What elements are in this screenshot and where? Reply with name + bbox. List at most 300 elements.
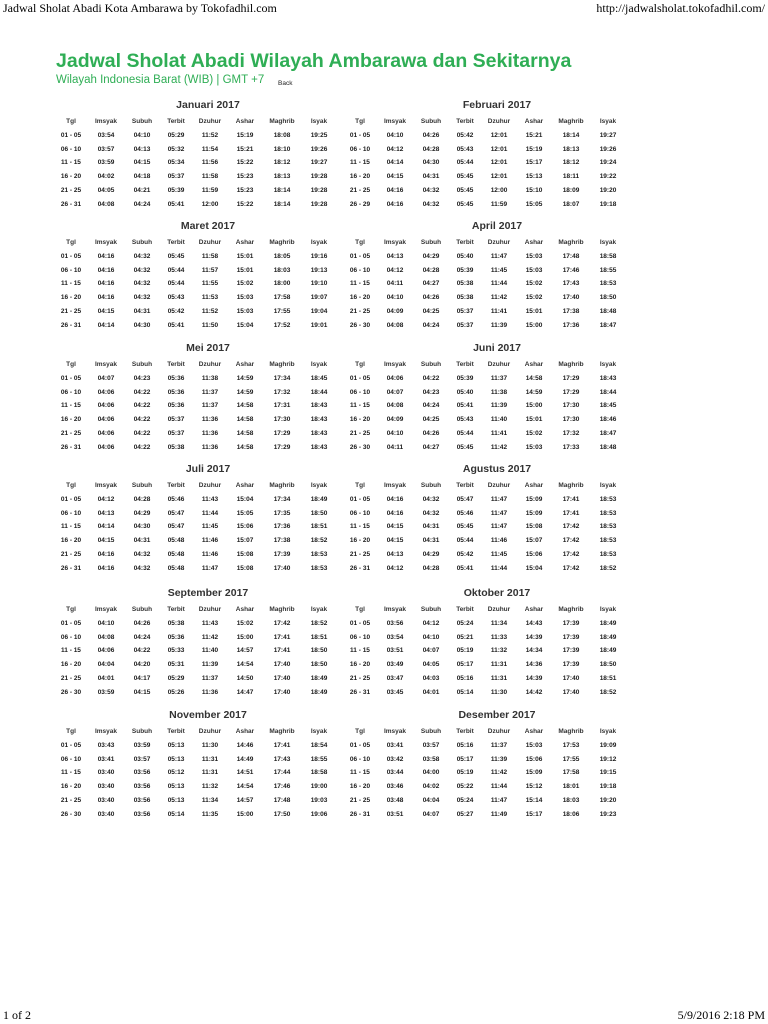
table-row <box>343 658 625 672</box>
time-cell: 11:47 <box>201 564 219 572</box>
table-row <box>54 780 336 794</box>
page-count: 1 of 2 <box>3 1008 31 1022</box>
time-cell: 05:47 <box>167 509 185 517</box>
date-range-cell: 06 - 10 <box>60 633 82 641</box>
time-cell: 11:43 <box>201 495 219 503</box>
column-header: Ashar <box>235 239 255 246</box>
table-row <box>54 170 336 184</box>
time-cell: 17:41 <box>273 741 291 749</box>
time-cell: 03:49 <box>386 661 404 669</box>
column-header: Maghrib <box>558 239 584 246</box>
time-cell: 05:48 <box>167 537 185 545</box>
print-footer <box>0 1008 768 1024</box>
time-cell: 18:55 <box>310 755 328 763</box>
time-cell: 04:16 <box>97 564 115 572</box>
time-cell: 15:07 <box>236 537 254 545</box>
time-cell: 18:47 <box>599 321 617 329</box>
time-cell: 04:29 <box>133 509 151 517</box>
column-header: Ashar <box>524 118 544 125</box>
prayer-times-table <box>54 725 336 822</box>
table-row <box>343 534 625 548</box>
time-cell: 03:51 <box>386 647 404 655</box>
time-cell: 18:43 <box>310 443 328 451</box>
date-range-cell: 21 - 25 <box>60 307 82 315</box>
date-range-cell: 01 - 05 <box>349 741 371 749</box>
time-cell: 19:06 <box>310 810 328 818</box>
month-title: April 2017 <box>471 220 523 232</box>
column-header: Maghrib <box>269 606 295 613</box>
column-header: Ashar <box>524 728 544 735</box>
time-cell: 18:49 <box>310 674 328 682</box>
time-cell: 04:06 <box>97 647 115 655</box>
table-row <box>54 156 336 170</box>
time-cell: 04:29 <box>422 550 440 558</box>
date-range-cell: 21 - 25 <box>60 674 82 682</box>
month-block <box>54 98 344 212</box>
time-cell: 11:42 <box>490 769 508 777</box>
time-cell: 11:52 <box>201 307 219 315</box>
time-cell: 03:59 <box>97 159 115 167</box>
date-range-cell: 16 - 20 <box>349 783 371 791</box>
time-cell: 11:32 <box>490 647 508 655</box>
time-cell: 19:23 <box>599 810 617 818</box>
time-cell: 11:45 <box>201 523 219 531</box>
table-row <box>54 672 336 686</box>
time-cell: 05:13 <box>167 741 185 749</box>
date-range-cell: 21 - 25 <box>349 186 371 194</box>
time-cell: 04:00 <box>422 769 440 777</box>
date-range-cell: 16 - 20 <box>60 173 82 181</box>
time-cell: 11:45 <box>490 266 508 274</box>
time-cell: 05:32 <box>167 145 185 153</box>
time-cell: 04:02 <box>422 783 440 791</box>
date-range-cell: 26 - 31 <box>60 200 82 208</box>
table-row <box>343 386 625 400</box>
time-cell: 05:48 <box>167 564 185 572</box>
column-header: Imsyak <box>94 728 118 735</box>
time-cell: 15:22 <box>236 200 254 208</box>
time-cell: 04:14 <box>97 523 115 531</box>
time-cell: 11:39 <box>490 402 508 410</box>
time-cell: 05:37 <box>456 321 474 329</box>
time-cell: 17:55 <box>273 307 291 315</box>
time-cell: 18:11 <box>562 173 580 181</box>
month-title: Juni 2017 <box>473 342 521 354</box>
column-header: Ashar <box>235 728 255 735</box>
table-header-row <box>343 358 625 372</box>
time-cell: 17:40 <box>273 564 291 572</box>
time-cell: 15:21 <box>525 131 543 139</box>
time-cell: 05:14 <box>167 810 185 818</box>
time-cell: 18:43 <box>310 429 328 437</box>
time-cell: 11:47 <box>490 509 508 517</box>
time-cell: 11:41 <box>490 429 508 437</box>
time-cell: 04:32 <box>133 550 151 558</box>
time-cell: 04:07 <box>386 388 404 396</box>
time-cell: 05:34 <box>167 159 185 167</box>
time-cell: 15:17 <box>525 159 543 167</box>
date-range-cell: 21 - 25 <box>349 674 371 682</box>
time-cell: 14:57 <box>236 796 254 804</box>
table-row <box>54 644 336 658</box>
table-header-row <box>54 725 336 739</box>
time-cell: 19:25 <box>310 131 328 139</box>
date-range-cell: 16 - 20 <box>349 537 371 545</box>
time-cell: 05:21 <box>456 633 474 641</box>
time-cell: 04:04 <box>97 661 115 669</box>
time-cell: 11:39 <box>490 321 508 329</box>
time-cell: 05:36 <box>167 388 185 396</box>
column-header: Imsyak <box>383 361 407 368</box>
time-cell: 17:50 <box>273 810 291 818</box>
column-header: Tgl <box>66 482 76 489</box>
time-cell: 04:24 <box>133 633 151 641</box>
table-row <box>343 766 625 780</box>
time-cell: 05:46 <box>456 509 474 517</box>
column-header: Isyak <box>310 606 328 613</box>
time-cell: 15:00 <box>236 633 254 641</box>
time-cell: 05:16 <box>456 674 474 682</box>
time-cell: 04:16 <box>97 280 115 288</box>
table-row <box>54 658 336 672</box>
time-cell: 05:48 <box>167 550 185 558</box>
month-block <box>343 462 633 576</box>
column-header: Dzuhur <box>487 361 511 368</box>
time-cell: 18:53 <box>599 523 617 531</box>
table-row <box>343 319 625 333</box>
time-cell: 11:59 <box>490 200 508 208</box>
date-range-cell: 06 - 10 <box>349 509 371 517</box>
date-range-cell: 01 - 05 <box>349 619 371 627</box>
time-cell: 15:01 <box>236 252 254 260</box>
column-header: Subuh <box>420 239 442 246</box>
column-header: Maghrib <box>558 728 584 735</box>
print-header-url: http://jadwalsholat.tokofadhil.com/ <box>596 1 765 15</box>
month-block <box>54 462 344 576</box>
table-row <box>343 562 625 576</box>
column-header: Dzuhur <box>198 239 222 246</box>
time-cell: 17:39 <box>562 661 580 669</box>
time-cell: 18:55 <box>599 266 617 274</box>
time-cell: 17:42 <box>562 523 580 531</box>
time-cell: 14:46 <box>236 741 254 749</box>
time-cell: 11:47 <box>490 796 508 804</box>
time-cell: 19:28 <box>310 200 328 208</box>
date-range-cell: 06 - 10 <box>60 755 82 763</box>
time-cell: 04:05 <box>97 186 115 194</box>
time-cell: 11:40 <box>490 416 508 424</box>
time-cell: 19:18 <box>599 200 617 208</box>
time-cell: 18:48 <box>599 443 617 451</box>
date-range-cell: 01 - 05 <box>60 619 82 627</box>
time-cell: 17:31 <box>273 402 291 410</box>
table-row <box>54 520 336 534</box>
time-cell: 18:14 <box>273 186 291 194</box>
time-cell: 15:19 <box>525 145 543 153</box>
time-cell: 17:32 <box>562 429 580 437</box>
prayer-times-table <box>343 115 625 212</box>
month-title: Januari 2017 <box>176 99 240 111</box>
time-cell: 05:45 <box>167 252 185 260</box>
column-header: Tgl <box>66 361 76 368</box>
date-range-cell: 26 - 30 <box>349 443 371 451</box>
time-cell: 18:44 <box>310 388 328 396</box>
time-cell: 03:41 <box>386 741 404 749</box>
table-row <box>54 808 336 822</box>
time-cell: 11:44 <box>490 280 508 288</box>
date-range-cell: 01 - 05 <box>60 252 82 260</box>
time-cell: 04:15 <box>97 537 115 545</box>
time-cell: 04:12 <box>422 619 440 627</box>
date-range-cell: 06 - 10 <box>349 266 371 274</box>
time-cell: 05:41 <box>456 402 474 410</box>
time-cell: 03:59 <box>97 688 115 696</box>
column-header: Imsyak <box>94 482 118 489</box>
time-cell: 18:45 <box>599 402 617 410</box>
time-cell: 15:02 <box>525 280 543 288</box>
time-cell: 15:02 <box>525 429 543 437</box>
date-range-cell: 16 - 20 <box>349 294 371 302</box>
month-block <box>343 586 633 700</box>
date-range-cell: 16 - 20 <box>60 537 82 545</box>
time-cell: 19:03 <box>310 796 328 804</box>
time-cell: 19:18 <box>599 783 617 791</box>
time-cell: 04:15 <box>133 159 151 167</box>
column-header: Terbit <box>167 482 185 489</box>
month-title: Juli 2017 <box>185 463 231 475</box>
time-cell: 04:15 <box>386 537 404 545</box>
column-header: Terbit <box>456 606 474 613</box>
time-cell: 14:34 <box>525 647 543 655</box>
table-header-row <box>54 236 336 250</box>
date-range-cell: 11 - 15 <box>61 769 81 777</box>
time-cell: 05:39 <box>456 266 474 274</box>
time-cell: 18:43 <box>599 374 617 382</box>
date-range-cell: 26 - 31 <box>60 321 82 329</box>
column-header: Isyak <box>310 239 328 246</box>
date-range-cell: 06 - 10 <box>349 388 371 396</box>
column-header: Maghrib <box>269 118 295 125</box>
time-cell: 03:58 <box>422 755 440 763</box>
time-cell: 11:46 <box>201 550 219 558</box>
time-cell: 18:47 <box>599 429 617 437</box>
time-cell: 11:36 <box>201 429 219 437</box>
back-link[interactable]: Back <box>278 80 293 87</box>
table-row <box>54 766 336 780</box>
column-header: Tgl <box>355 239 365 246</box>
column-header: Isyak <box>599 482 617 489</box>
time-cell: 05:19 <box>456 647 474 655</box>
date-range-cell: 26 - 30 <box>60 810 82 818</box>
time-cell: 11:42 <box>490 294 508 302</box>
table-row <box>343 644 625 658</box>
date-range-cell: 16 - 20 <box>349 661 371 669</box>
time-cell: 11:37 <box>201 674 219 682</box>
time-cell: 15:04 <box>236 495 254 503</box>
table-header-row <box>343 115 625 129</box>
time-cell: 18:52 <box>599 564 617 572</box>
time-cell: 11:35 <box>201 810 219 818</box>
column-header: Maghrib <box>558 118 584 125</box>
time-cell: 05:16 <box>456 741 474 749</box>
date-range-cell: 26 - 31 <box>60 564 82 572</box>
time-cell: 17:42 <box>562 537 580 545</box>
time-cell: 17:29 <box>273 443 291 451</box>
time-cell: 18:07 <box>562 200 580 208</box>
table-row <box>54 413 336 427</box>
time-cell: 18:54 <box>310 741 328 749</box>
time-cell: 18:50 <box>599 661 617 669</box>
time-cell: 04:06 <box>97 388 115 396</box>
time-cell: 18:49 <box>599 647 617 655</box>
prayer-times-table <box>343 725 625 822</box>
table-row <box>54 198 336 212</box>
time-cell: 05:37 <box>167 416 185 424</box>
time-cell: 15:06 <box>236 523 254 531</box>
table-row <box>54 129 336 143</box>
time-cell: 05:40 <box>456 252 474 260</box>
time-cell: 19:00 <box>310 783 328 791</box>
time-cell: 15:23 <box>236 186 254 194</box>
column-header: Ashar <box>235 606 255 613</box>
column-header: Dzuhur <box>198 606 222 613</box>
time-cell: 14:58 <box>236 416 254 424</box>
time-cell: 05:13 <box>167 796 185 804</box>
time-cell: 15:00 <box>525 402 543 410</box>
column-header: Ashar <box>524 606 544 613</box>
time-cell: 17:36 <box>562 321 580 329</box>
column-header: Ashar <box>235 482 255 489</box>
time-cell: 05:17 <box>456 755 474 763</box>
time-cell: 18:08 <box>273 131 291 139</box>
time-cell: 14:36 <box>525 661 543 669</box>
prayer-times-table <box>54 236 336 333</box>
column-header: Imsyak <box>383 482 407 489</box>
time-cell: 14:58 <box>236 402 254 410</box>
month-title: Februari 2017 <box>462 99 532 111</box>
column-header: Terbit <box>456 239 474 246</box>
time-cell: 18:12 <box>562 159 580 167</box>
column-header: Imsyak <box>94 606 118 613</box>
prayer-times-table <box>54 603 336 700</box>
time-cell: 14:49 <box>236 755 254 763</box>
time-cell: 04:28 <box>422 266 440 274</box>
time-cell: 15:08 <box>236 564 254 572</box>
date-range-cell: 11 - 15 <box>61 402 81 410</box>
date-range-cell: 01 - 05 <box>349 131 371 139</box>
column-header: Tgl <box>66 118 76 125</box>
time-cell: 11:30 <box>490 688 508 696</box>
date-range-cell: 01 - 05 <box>349 374 371 382</box>
time-cell: 15:03 <box>236 294 254 302</box>
time-cell: 18:09 <box>562 186 580 194</box>
time-cell: 05:38 <box>456 294 474 302</box>
time-cell: 11:36 <box>201 443 219 451</box>
time-cell: 03:54 <box>386 633 404 641</box>
date-range-cell: 11 - 15 <box>61 159 81 167</box>
time-cell: 04:24 <box>422 321 440 329</box>
time-cell: 18:49 <box>599 633 617 641</box>
column-header: Isyak <box>599 361 617 368</box>
time-cell: 04:32 <box>133 294 151 302</box>
time-cell: 18:49 <box>599 619 617 627</box>
column-header: Subuh <box>131 482 153 489</box>
table-row <box>343 250 625 264</box>
time-cell: 17:46 <box>562 266 580 274</box>
time-cell: 05:13 <box>167 783 185 791</box>
date-range-cell: 16 - 20 <box>60 783 82 791</box>
time-cell: 15:09 <box>525 769 543 777</box>
time-cell: 03:48 <box>386 796 404 804</box>
table-row <box>343 739 625 753</box>
time-cell: 04:06 <box>97 416 115 424</box>
time-cell: 17:40 <box>562 674 580 682</box>
time-cell: 04:32 <box>422 186 440 194</box>
column-header: Dzuhur <box>198 728 222 735</box>
time-cell: 04:32 <box>422 200 440 208</box>
time-cell: 05:19 <box>456 769 474 777</box>
time-cell: 03:41 <box>97 755 115 763</box>
time-cell: 19:24 <box>599 159 617 167</box>
date-range-cell: 06 - 10 <box>349 633 371 641</box>
time-cell: 18:49 <box>310 688 328 696</box>
time-cell: 04:09 <box>386 416 404 424</box>
time-cell: 18:52 <box>599 688 617 696</box>
time-cell: 05:41 <box>167 321 185 329</box>
column-header: Imsyak <box>383 118 407 125</box>
time-cell: 18:53 <box>599 537 617 545</box>
date-range-cell: 06 - 10 <box>60 145 82 153</box>
date-range-cell: 06 - 10 <box>60 266 82 274</box>
table-header-row <box>54 603 336 617</box>
time-cell: 15:03 <box>236 307 254 315</box>
time-cell: 04:02 <box>97 173 115 181</box>
time-cell: 17:39 <box>562 633 580 641</box>
time-cell: 18:06 <box>562 810 580 818</box>
month-block <box>343 708 633 822</box>
print-header-title: Jadwal Sholat Abadi Kota Ambarawa by Tokofadhil.com <box>3 1 277 15</box>
time-cell: 14:59 <box>236 374 254 382</box>
time-cell: 11:59 <box>201 186 219 194</box>
time-cell: 04:09 <box>386 307 404 315</box>
time-cell: 04:16 <box>97 266 115 274</box>
table-row <box>54 631 336 645</box>
table-row <box>343 493 625 507</box>
time-cell: 12:01 <box>490 145 508 153</box>
time-cell: 14:47 <box>236 688 254 696</box>
time-cell: 18:52 <box>310 619 328 627</box>
time-cell: 15:00 <box>525 321 543 329</box>
time-cell: 04:23 <box>133 374 151 382</box>
table-row <box>343 780 625 794</box>
time-cell: 05:44 <box>167 280 185 288</box>
time-cell: 15:03 <box>525 266 543 274</box>
time-cell: 04:06 <box>386 374 404 382</box>
column-header: Terbit <box>456 728 474 735</box>
time-cell: 15:05 <box>525 200 543 208</box>
time-cell: 18:46 <box>599 416 617 424</box>
time-cell: 19:20 <box>599 796 617 804</box>
time-cell: 17:40 <box>562 688 580 696</box>
time-cell: 04:15 <box>97 307 115 315</box>
date-range-cell: 16 - 20 <box>60 294 82 302</box>
time-cell: 04:06 <box>97 429 115 437</box>
time-cell: 15:02 <box>525 294 543 302</box>
date-range-cell: 06 - 10 <box>349 755 371 763</box>
time-cell: 11:42 <box>201 633 219 641</box>
time-cell: 05:22 <box>456 783 474 791</box>
month-block <box>54 219 344 333</box>
